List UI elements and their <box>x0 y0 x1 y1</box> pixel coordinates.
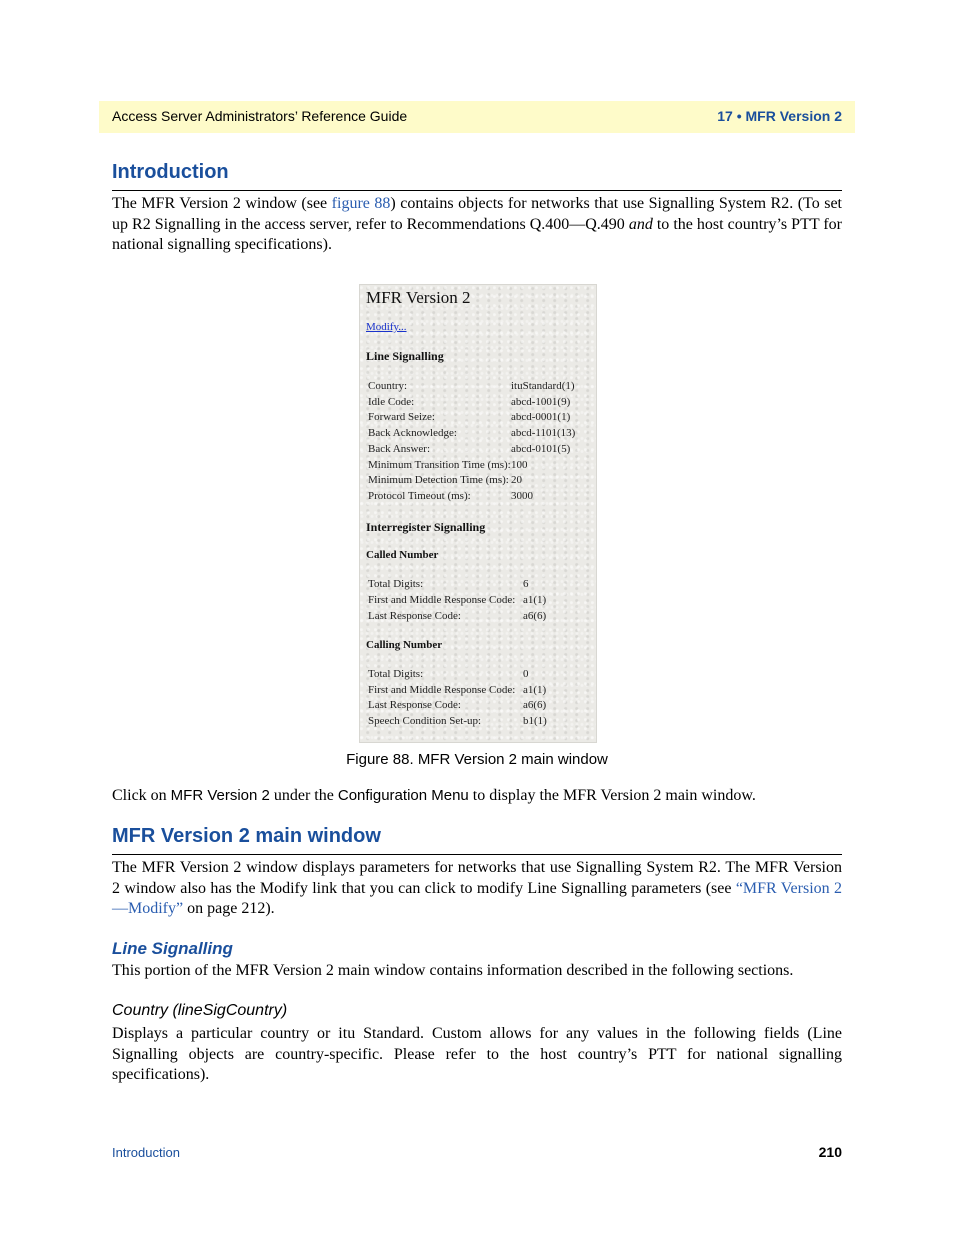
section-rule <box>112 854 842 855</box>
page-number: 210 <box>818 1144 842 1160</box>
figure-row-value: 20 <box>511 474 522 486</box>
figure-row-label: Total Digits: <box>368 578 424 590</box>
figure-row-value: abcd-0001(1) <box>511 411 571 423</box>
figure-caption: Figure 88. MFR Version 2 main window <box>346 751 608 768</box>
figure-row-label: Minimum Detection Time (ms): <box>368 474 509 486</box>
country-paragraph: Displays a particular country or itu Standard. Custom allows for any values in the following fields (Line Signalling objects are country-specific. Please refer to the host country’s PTT for national signalling specifications). <box>112 1025 842 1083</box>
calling-number-title: Calling Number <box>366 639 443 651</box>
figure-row-value: 0 <box>523 668 529 680</box>
footer-section-name: Introduction <box>112 1145 180 1160</box>
header-book-title: Access Server Administrators’ Reference Guide <box>112 108 408 124</box>
figure-row-label: First and Middle Response Code: <box>368 684 516 696</box>
line-signalling-heading: Line Signalling <box>112 939 233 958</box>
line-signalling-section-title: Line Signalling <box>366 349 444 363</box>
introduction-paragraph: The MFR Version 2 window (see figure 88) contains objects for networks that use Signalling System R2. (To set up R2 Signalling in the access server, refer to Recommendations Q.400—Q.490 and to the host country’s PTT for national signalling specifications). <box>112 195 843 253</box>
figure-row-value: b1(1) <box>523 715 547 727</box>
menu-item-mfr-version-2: MFR Version 2 <box>170 787 270 804</box>
figure-row-label: Total Digits: <box>368 668 424 680</box>
figure-row-label: Speech Condition Set-up: <box>368 715 482 727</box>
introduction-heading: Introduction <box>112 161 229 183</box>
figure-row-value: 3000 <box>511 490 533 502</box>
figure-row-value: a1(1) <box>523 684 547 696</box>
figure-row-label: Minimum Transition Time (ms): <box>368 459 511 471</box>
mfr-version-2-modify-link[interactable]: “MFR Version 2—Modify” <box>112 879 842 917</box>
figure-row-label: Back Acknowledge: <box>368 427 457 439</box>
figure-row-value: 6 <box>523 578 529 590</box>
click-instruction-paragraph: Click on MFR Version 2 under the Configuration Menu to display the MFR Version 2 main window. <box>112 787 756 804</box>
figure-row-label: Last Response Code: <box>368 699 461 711</box>
figure-row-value: abcd-1101(13) <box>511 427 576 439</box>
line-signalling-paragraph: This portion of the MFR Version 2 main window contains information described in the following sections. <box>112 962 794 979</box>
figure-row-label: Idle Code: <box>368 396 415 408</box>
figure-row-value: a6(6) <box>523 699 547 711</box>
figure-row-value: ituStandard(1) <box>511 380 575 392</box>
mfr-version-2-screenshot <box>359 284 597 743</box>
figure-window-title: MFR Version 2 <box>366 288 471 307</box>
figure-row-value: abcd-1001(9) <box>511 396 571 408</box>
figure-row-value: 100 <box>511 459 528 471</box>
running-header <box>99 101 855 133</box>
figure-row-label: Forward Seize: <box>368 411 435 423</box>
figure-88-link[interactable]: figure 88 <box>331 195 391 212</box>
configuration-menu-name: Configuration Menu <box>337 787 469 804</box>
figure-row-label: Country: <box>368 380 408 392</box>
figure-row-value: a1(1) <box>523 594 547 606</box>
section-rule <box>112 190 842 191</box>
called-number-title: Called Number <box>366 549 439 561</box>
figure-row-value: a6(6) <box>523 610 547 622</box>
figure-row-label: First and Middle Response Code: <box>368 594 516 606</box>
main-window-paragraph: The MFR Version 2 window displays parameters for networks that use Signalling System R2. The MFR Version 2 window also has the Modify link that you can click to modify Line Signalling parameters (see “MFR Version 2—Modify” on page 212). <box>112 859 842 917</box>
main-window-heading: MFR Version 2 main window <box>112 825 381 847</box>
figure-row-label: Protocol Timeout (ms): <box>368 490 471 502</box>
figure-row-value: abcd-0101(5) <box>511 443 571 455</box>
figure-row-label: Last Response Code: <box>368 610 461 622</box>
header-chapter: 17 • MFR Version 2 <box>717 108 842 124</box>
interregister-section-title: Interregister Signalling <box>366 520 486 534</box>
country-heading: Country (lineSigCountry) <box>112 1002 288 1019</box>
figure-row-label: Back Answer: <box>368 443 431 455</box>
modify-link[interactable]: Modify... <box>366 321 407 333</box>
